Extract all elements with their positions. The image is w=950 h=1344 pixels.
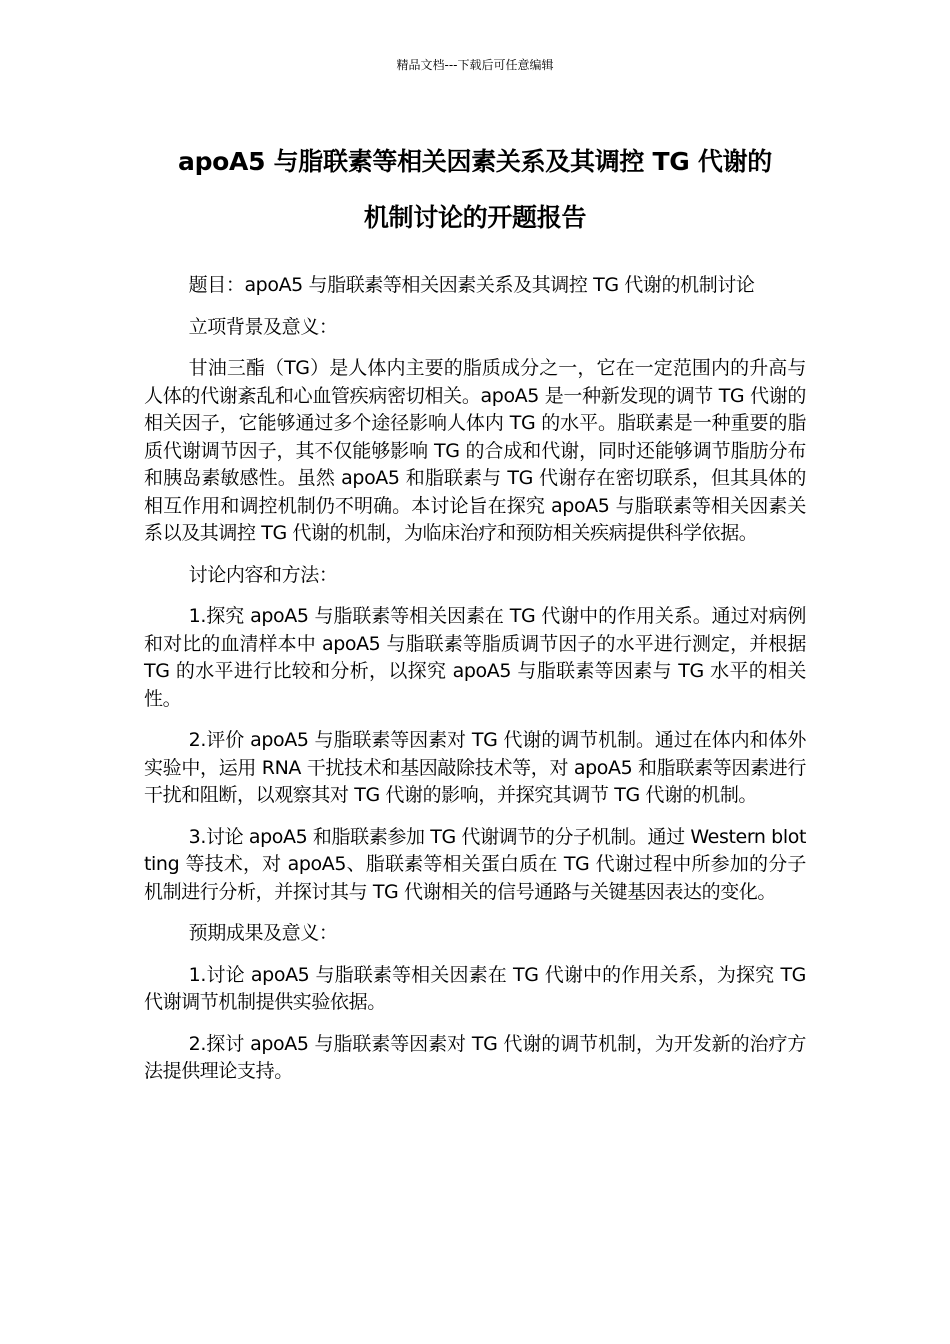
document-body <box>144 272 806 1100</box>
outcome-item-2: 2.探讨 apoA5 与脂联素等因素对 TG 代谢的调节机制，为开发新的治疗方法提供理论支持。 <box>144 1032 806 1082</box>
method-item-2: 2.评价 apoA5 与脂联素等因素对 TG 代谢的调节机制。通过在体内和体外实验中，运用 RNA 干扰技术和基因敲除技术等，对 apoA5 和脂联素等因素进行干扰和阻断，以观察其对 TG 代谢的影响，并探究其调节 TG 代谢的机制。 <box>144 729 806 806</box>
title-line-2: 机制讨论的开题报告 <box>363 203 587 232</box>
section-heading-background: 立项背景及意义： <box>188 315 338 338</box>
method-item-3: 3.讨论 apoA5 和脂联素参加 TG 代谢调节的分子机制。通过 Western blotting 等技术，对 apoA5、脂联素等相关蛋白质在 TG 代谢过程中所参加的分子机制进行分析，并探讨其与 TG 代谢相关的信号通路与关键基因表达的变化。 <box>144 825 806 903</box>
topic-paragraph: 题目：apoA5 与脂联素等相关因素关系及其调控 TG 代谢的机制讨论 <box>188 274 755 296</box>
document-title <box>140 134 810 246</box>
page-header: 精品文档---下载后可任意编辑 <box>396 58 554 72</box>
outcome-item-1: 1.讨论 apoA5 与脂联素等相关因素在 TG 代谢中的作用关系，为探究 TG 代谢调节机制提供实验依据。 <box>144 963 806 1013</box>
method-item-1: 1.探究 apoA5 与脂联素等相关因素在 TG 代谢中的作用关系。通过对病例和对比的血清样本中 apoA5 与脂联素等脂质调节因子的水平进行测定，并根据 TG 的水平进行比较和分析，以探究 apoA5 与脂联素等因素与 TG 水平的相关性。 <box>144 605 806 710</box>
title-line-1: apoA5 与脂联素等相关因素关系及其调控 TG 代谢的 <box>178 147 772 176</box>
background-paragraph: 甘油三酯（TG）是人体内主要的脂质成分之一，它在一定范围内的升高与人体的代谢紊乱和心血管疾病密切相关。apoA5 是一种新发现的调节 TG 代谢的相关因子，它能够通过多个途径影响人体内 TG 的水平。脂联素是一种重要的脂质代谢调节因子，其不仅能够影响 TG 的合成和代谢，同时还能够调节脂肪分布和胰岛素敏感性。虽然 apoA5 和脂联素与 TG 代谢存在密切联系，但其具体的相互作用和调控机制仍不明确。本讨论旨在探究 apoA5 与脂联素等相关因素关系以及其调控 TG 代谢的机制，为临床治疗和预防相关疾病提供科学依据。 <box>144 357 806 544</box>
section-heading-outcomes: 预期成果及意义： <box>188 922 338 944</box>
section-heading-methods: 讨论内容和方法： <box>188 563 338 586</box>
